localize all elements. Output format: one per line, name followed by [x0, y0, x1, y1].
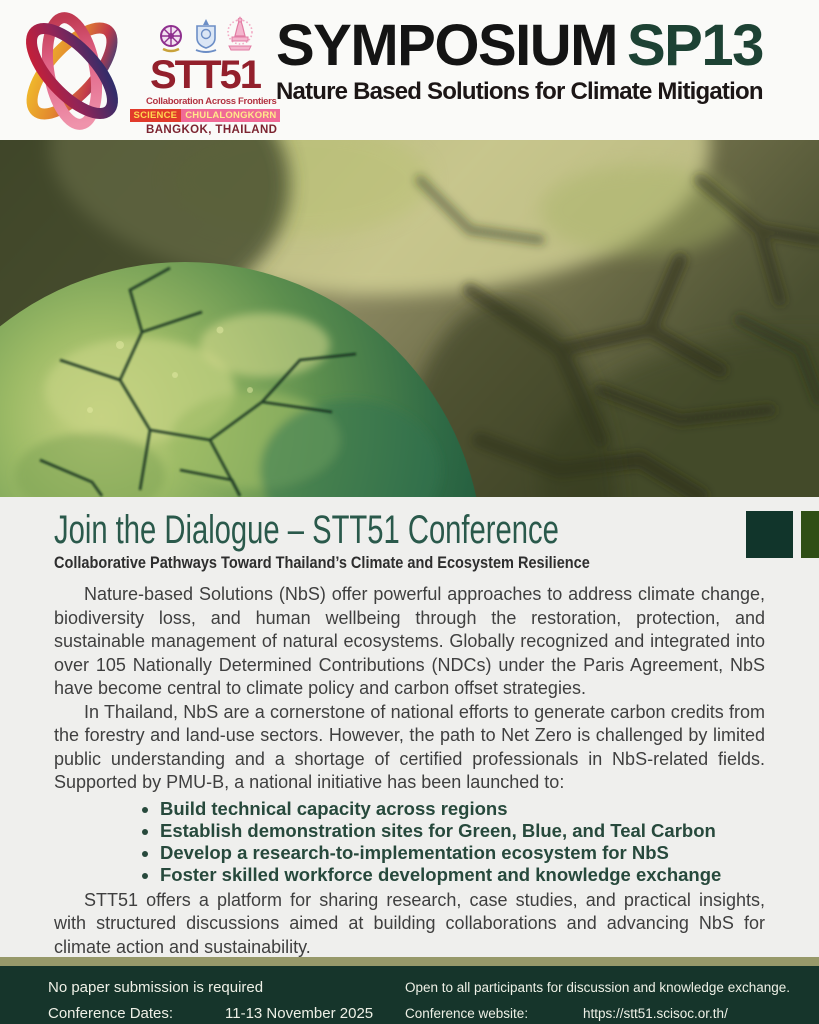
stt51-wordmark: STT51: [149, 53, 261, 97]
title-block: [276, 13, 816, 106]
body-text: [54, 583, 765, 957]
logo-tagline: Collaboration Across Frontiers: [146, 96, 277, 107]
hero-image: [0, 140, 819, 497]
logo-location: BANGKOK, THAILAND: [146, 124, 278, 136]
sp13-code: SP13: [627, 13, 763, 78]
section-title: Join the Dialogue – STT51 Conference: [54, 508, 559, 552]
symposium-subtitle: Nature Based Solutions for Climate Mitigation: [276, 78, 763, 105]
initiative-bullet-list: [54, 798, 765, 886]
open-participation-note: Open to all participants for discussion and knowledge exchange.: [405, 980, 790, 995]
chulalongkorn-badge: CHULALONGKORN: [181, 109, 280, 122]
pink-crown-emblem-icon: [226, 16, 254, 54]
section-subtitle: Collaborative Pathways Toward Thailand’s Climate and Ecosystem Resilience: [54, 554, 590, 572]
conference-dates-value: 11-13 November 2025: [225, 1005, 374, 1022]
footer-right-column: [405, 966, 805, 1024]
color-swatches: [746, 511, 819, 558]
blue-seal-emblem-icon: [192, 18, 220, 54]
swatch-forest-green: [801, 511, 819, 558]
conference-website-label: Conference website:: [405, 1006, 529, 1021]
bullet-item-4: • Foster skilled workforce development and knowledge exchange: [160, 864, 765, 886]
symposium-title: [276, 13, 816, 78]
conference-dates-row: [48, 1001, 388, 1024]
conference-website-link[interactable]: https://stt51.scisoc.or.th/: [583, 1006, 728, 1021]
bullet-item-2: • Establish demonstration sites for Green, Blue, and Teal Carbon: [160, 820, 765, 842]
conference-website-row: [405, 1001, 805, 1024]
content-section: [0, 497, 819, 957]
footer: [0, 957, 819, 1024]
symposium-word: SYMPOSIUM: [276, 13, 617, 78]
paragraph-2: In Thailand, NbS are a cornerstone of national efforts to generate carbon credits from the forestry and land-use sectors. However, the path to Net Zero is challenged by limited public understanding and a shortage of certified professionals in NbS-related fields. Supported by PMU-B, a national initiative has been launched to:: [54, 701, 765, 792]
paragraph-1: Nature-based Solutions (NbS) offer powerful approaches to address climate change, biodiversity loss, and human wellbeing through the restoration, protection, and sustainable management of natural ecosystems. Globally recognized and integrated into over 105 Nationally Determined Contributions (NDCs) under the Paris Agreement, NbS have become central to climate policy and carbon offset strategies.: [54, 584, 765, 698]
science-badge: SCIENCE: [130, 109, 182, 122]
section-head: [54, 509, 765, 573]
conference-dates-label: Conference Dates:: [48, 1005, 174, 1022]
hero-earth-illustration: [0, 140, 819, 497]
section-head-text: [54, 509, 746, 573]
stt51-orbit-logo-icon: [8, 10, 140, 132]
bullet-item-3: • Develop a research-to-implementation ecosystem for NbS: [160, 842, 765, 864]
swatch-dark-teal: [746, 511, 793, 558]
footer-left-column: [48, 966, 388, 1024]
bullet-item-1: • Build technical capacity across regions: [160, 798, 765, 820]
purple-wheel-emblem-icon: [156, 22, 186, 54]
header: [0, 0, 819, 140]
logo-text-block: [133, 14, 278, 136]
paragraph-3: STT51 offers a platform for sharing research, case studies, and practical insights, with structured discussions aimed at building collaborations and advancing NbS for climate action and sustainability.: [54, 889, 765, 957]
no-paper-note: No paper submission is required: [48, 979, 264, 996]
institution-emblems: [146, 14, 264, 54]
logo-badges: [133, 109, 277, 122]
